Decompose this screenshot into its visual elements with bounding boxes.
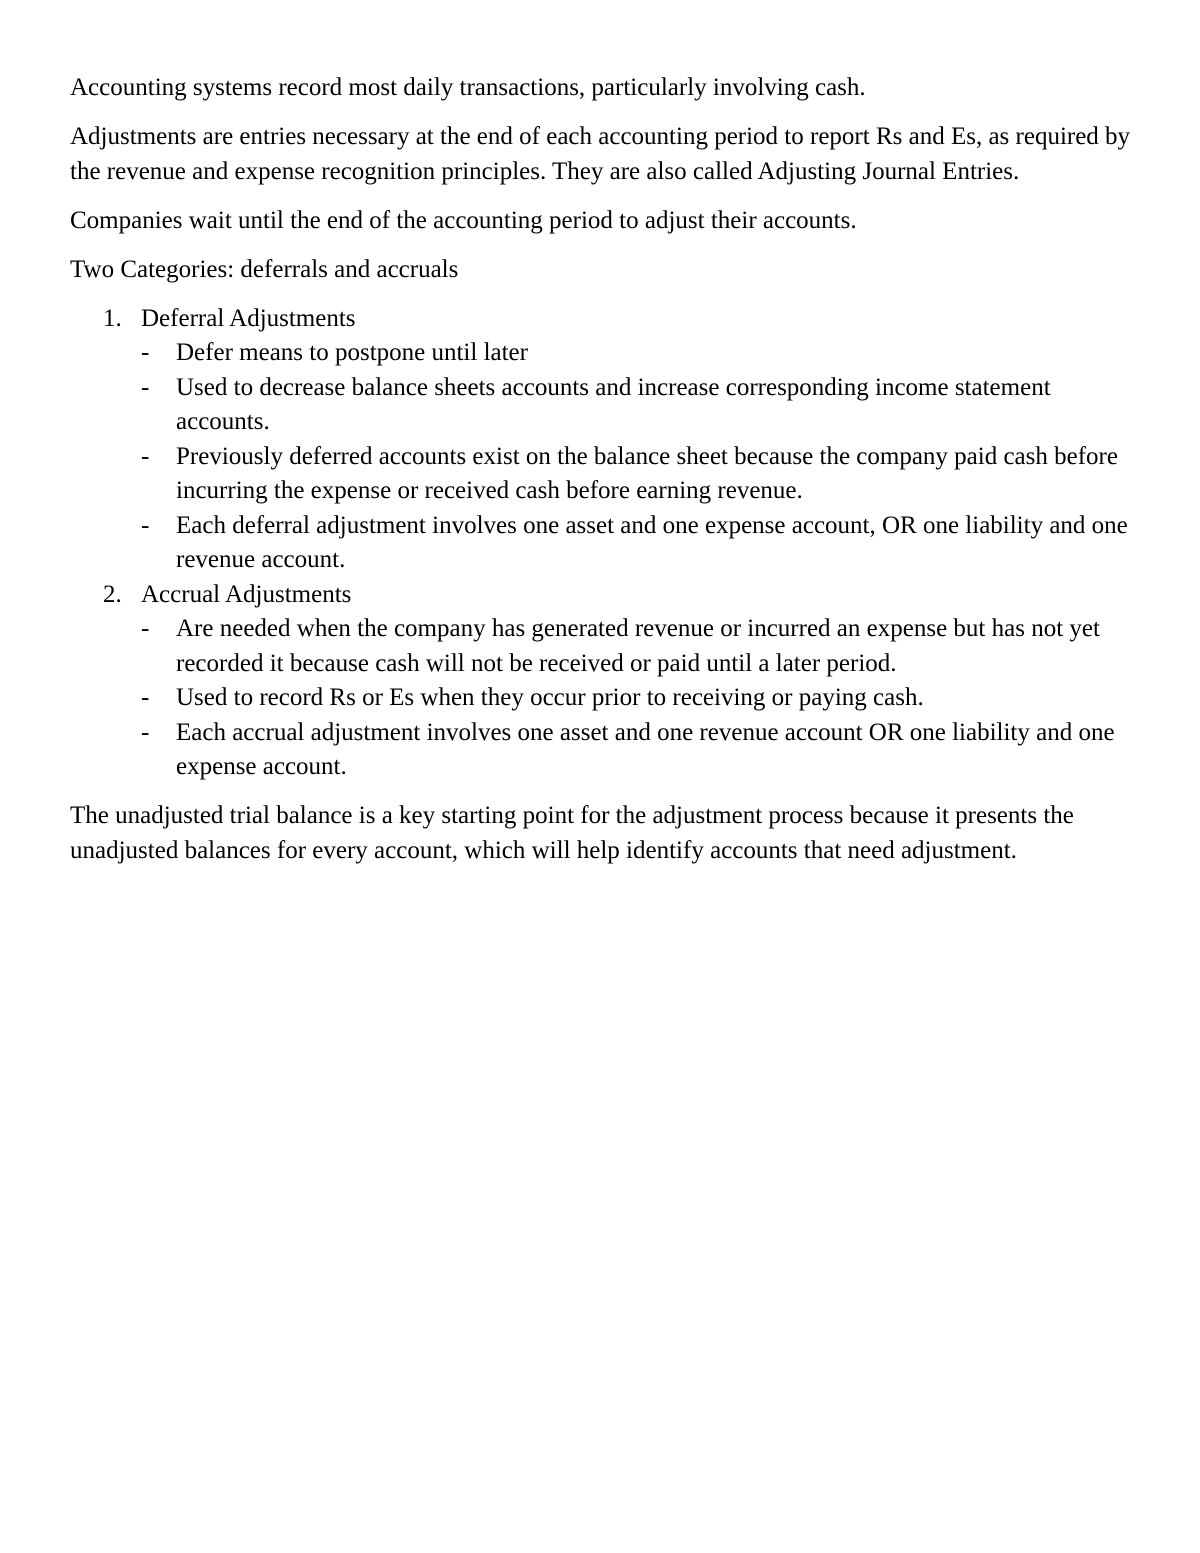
- paragraph-trial-balance: The unadjusted trial balance is a key starting point for the adjustment process because it presents the unadjusted balances for every account, which will help identify accounts that need adjustment.: [70, 802, 1074, 864]
- deferral-bullets: [141, 336, 1132, 578]
- dash-bullet: -: [141, 684, 150, 711]
- dash-bullet: -: [141, 373, 150, 401]
- dash-bullet: -: [141, 442, 150, 470]
- bullet-text: Each deferral adjustment involves one asset and one expense account, OR one liability and one revenue account.: [176, 511, 1128, 573]
- bullet-text: Previously deferred accounts exist on the balance sheet because the company paid cash before incurring the expense or received cash before earning revenue.: [176, 442, 1118, 504]
- accrual-bullets: [141, 612, 1132, 785]
- dash-bullet: -: [141, 615, 150, 642]
- list-item: [141, 509, 1132, 578]
- bullet-text: Are needed when the company has generated revenue or incurred an expense but has not yet recorded it because cash will not be received or paid until a later period.: [176, 615, 1100, 677]
- list-item: [141, 681, 1132, 716]
- list-item-title: Deferral Adjustments: [141, 304, 356, 332]
- list-item-accrual: [70, 578, 1132, 785]
- bullet-text: Each accrual adjustment involves one asset and one revenue account OR one liability and one expense account.: [176, 718, 1115, 780]
- paragraph-companies-wait: Companies wait until the end of the accounting period to adjust their accounts.: [70, 206, 857, 234]
- paragraph-two-categories: Two Categories: deferrals and accruals: [70, 255, 459, 283]
- list-number: 2.: [103, 580, 122, 608]
- bullet-text: Used to decrease balance sheets accounts and increase corresponding income statement accounts.: [176, 373, 1051, 435]
- bullet-text: Defer means to postpone until later: [176, 339, 528, 366]
- dash-bullet: -: [141, 339, 150, 366]
- adjustment-categories-list: [70, 302, 1132, 785]
- list-item: [141, 612, 1132, 681]
- list-number: 1.: [103, 304, 122, 332]
- paragraph-adjustments-definition: Adjustments are entries necessary at the end of each accounting period to report Rs and Es, as required by the revenue and expense recognition principles. They are also called Adjusting Journal Entries.: [70, 123, 1131, 185]
- list-item: [141, 336, 1132, 371]
- list-item: [141, 371, 1132, 440]
- bullet-text: Used to record Rs or Es when they occur prior to receiving or paying cash.: [176, 684, 924, 711]
- paragraph-intro: Accounting systems record most daily transactions, particularly involving cash.: [70, 74, 866, 101]
- list-item-title: Accrual Adjustments: [141, 580, 352, 608]
- list-item: [141, 716, 1132, 785]
- dash-bullet: -: [141, 718, 150, 746]
- document-body: [70, 71, 1132, 883]
- dash-bullet: -: [141, 511, 150, 539]
- list-item: [141, 440, 1132, 509]
- list-item-deferral: [70, 302, 1132, 578]
